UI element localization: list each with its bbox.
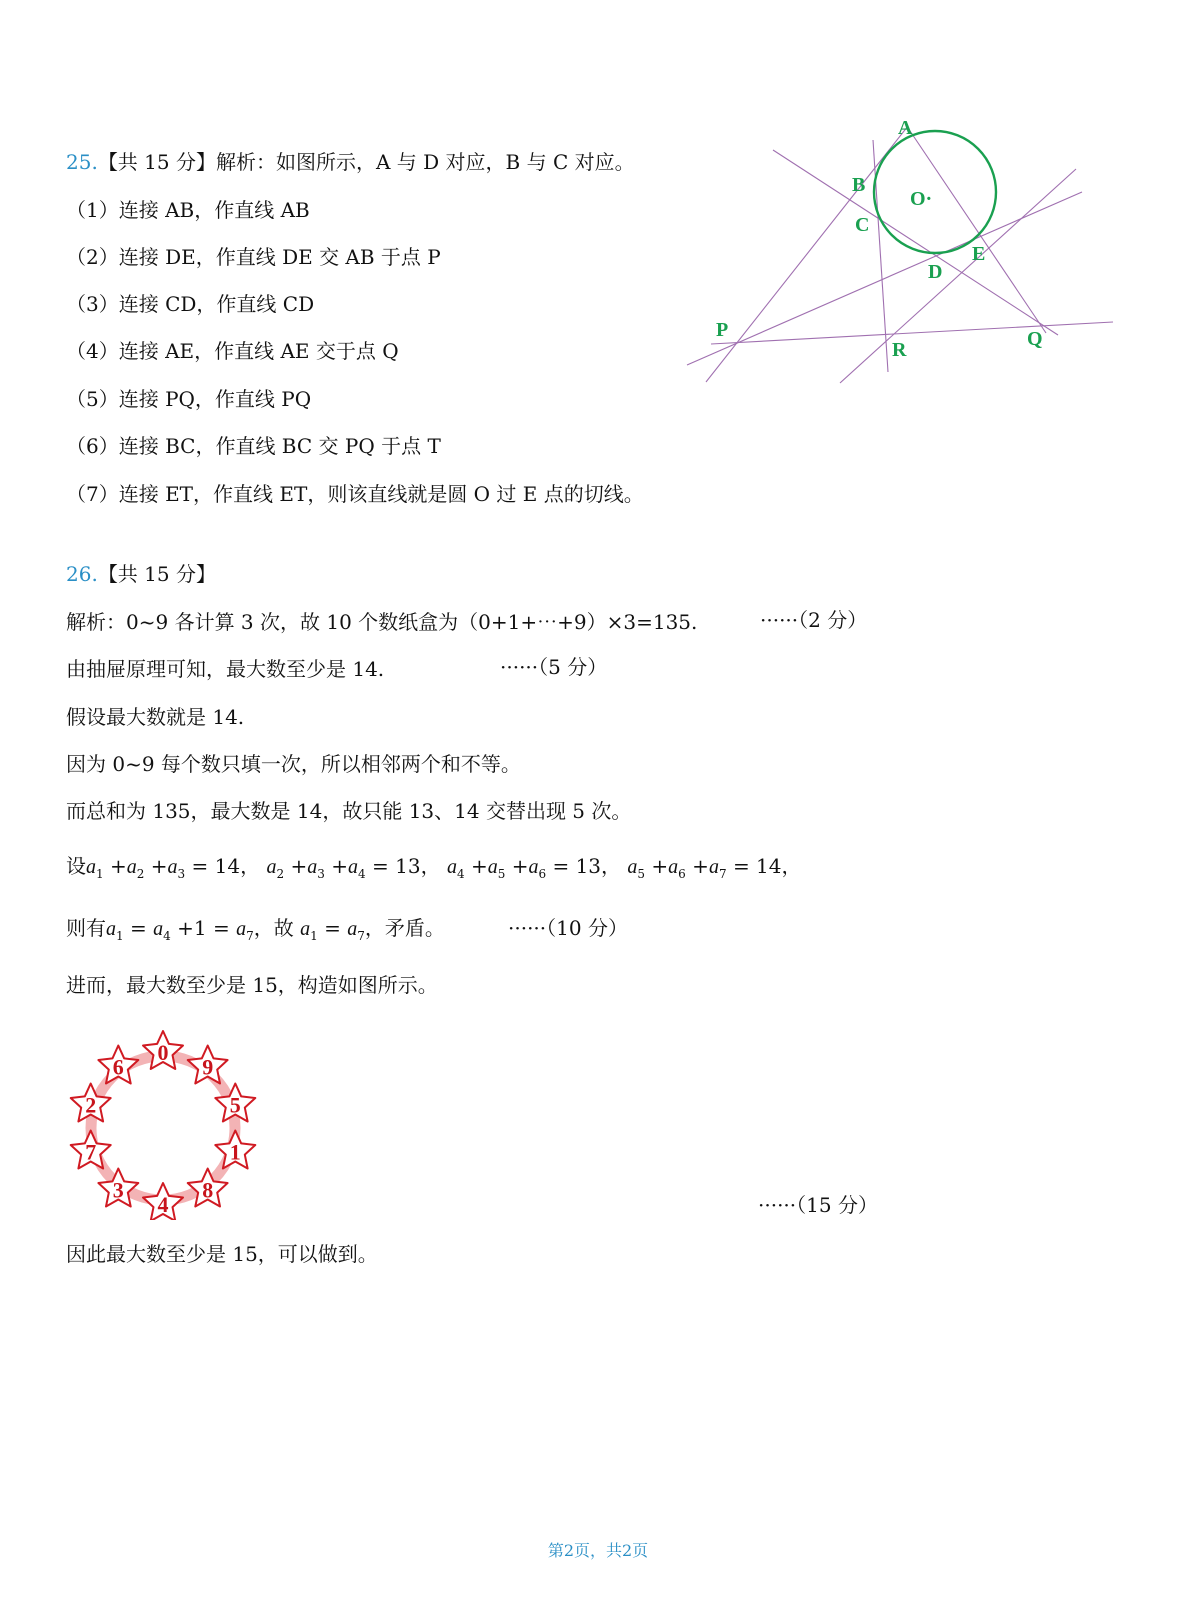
star-number: 0: [157, 1040, 169, 1065]
contradiction-eq: =: [324, 916, 341, 940]
star-number: 9: [202, 1054, 214, 1080]
star-number: 2: [85, 1092, 97, 1118]
q26-score-2: ······（2 分）: [760, 608, 868, 632]
eq-sep: ，: [601, 854, 622, 878]
q26-line-3: 假设最大数就是 14.: [66, 705, 245, 729]
star-number: 8: [202, 1177, 214, 1203]
star-number: 4: [157, 1192, 169, 1217]
label-c: C: [855, 214, 870, 236]
q25-header-text: 【共 15 分】解析：如图所示，A 与 D 对应，B 与 C 对应。: [97, 150, 635, 174]
star-number: 1: [229, 1139, 241, 1165]
q25-step-1: （1）连接 AB，作直线 AB: [66, 198, 310, 222]
label-b: B: [852, 174, 866, 196]
eq-op: +: [110, 854, 127, 878]
eq-rhs: = 13: [552, 854, 602, 878]
q26-line-4: 因为 0~9 每个数只填一次，所以相邻两个和不等。: [66, 752, 521, 776]
q26-header-text: 【共 15 分】: [97, 562, 216, 586]
q25-step-5: （5）连接 PQ，作直线 PQ: [66, 387, 312, 411]
eq-rhs: = 14: [191, 854, 241, 878]
label-d: D: [928, 261, 943, 283]
star-number: 5: [229, 1092, 241, 1118]
contradiction-prefix: 则有: [66, 916, 106, 940]
label-e: E: [972, 243, 986, 265]
star-number: 7: [85, 1139, 97, 1165]
q25-step-6: （6）连接 BC，作直线 BC 交 PQ 于点 T: [66, 434, 441, 458]
q26-line-5: 而总和为 135，最大数是 14，故只能 13、14 交替出现 5 次。: [66, 799, 632, 823]
q26-line-1: 解析：0~9 各计算 3 次，故 10 个数纸盒为（0+1+⋯+9）×3=135.: [66, 610, 698, 634]
q26-number: 26.: [66, 562, 98, 586]
eq-prefix: 设: [66, 854, 86, 878]
star-number: 3: [112, 1177, 124, 1203]
eq-op: +: [290, 854, 308, 878]
q25-step-2: （2）连接 DE，作直线 DE 交 AB 于点 P: [66, 245, 441, 269]
eq-op: +: [692, 854, 709, 878]
label-a: A: [898, 117, 913, 139]
eq-op: +: [470, 854, 488, 878]
q26-construct-line: 进而，最大数至少是 15，构造如图所示。: [66, 973, 438, 997]
q25-step-4: （4）连接 AE，作直线 AE 交于点 Q: [66, 339, 399, 363]
label-o: O·: [910, 188, 933, 210]
q26-header: [66, 560, 216, 588]
q26-line-2: 由抽屉原理可知，最大数至少是 14.: [66, 657, 385, 681]
label-r: R: [892, 339, 907, 361]
eq-end: ，: [781, 854, 802, 878]
q26-score-10: ······（10 分）: [508, 916, 628, 940]
q26-score-5: ······（5 分）: [500, 655, 608, 679]
eq-rhs: = 14: [732, 854, 782, 878]
q25-geometry-figure: [0, 0, 1196, 420]
eq-op: +: [651, 854, 669, 878]
q26-conclusion: 因此最大数至少是 15，可以做到。: [66, 1242, 378, 1266]
eq-sep: ，: [420, 854, 441, 878]
contradiction-mid2: ，故: [253, 916, 294, 940]
q25-number: 25.: [66, 150, 98, 174]
q26-contradiction-line: 则有$a_1 = a_4 +1 = a_7$，故 $a_1 = a_7$，矛盾。: [66, 916, 445, 943]
q25-step-3: （3）连接 CD，作直线 CD: [66, 292, 315, 316]
q26-score-15: ······（15 分）: [758, 1193, 878, 1217]
page-footer: 第2页，共2页: [547, 1541, 649, 1560]
star-number: 6: [112, 1054, 124, 1080]
eq-op: +: [331, 854, 348, 878]
q26-equation-line: 设$a_1 +a_2 +a_3 = 14$， $a_2 +a_3 +a_4 = 13$， $a_4 +a_5 +a_6 = 13$， $a_5 +a_6 +a_7 = 14$，: [66, 854, 802, 881]
contradiction-mid: +1 =: [177, 916, 230, 940]
label-p: P: [716, 319, 729, 341]
q25-step-7: （7）连接 ET，作直线 ET，则该直线就是圆 O 过 E 点的切线。: [66, 482, 644, 506]
eq-op: +: [511, 854, 529, 878]
contradiction-end: ，矛盾。: [364, 916, 445, 940]
eq-sep: ，: [240, 854, 261, 878]
circle-o: [874, 131, 996, 253]
line-pq: [711, 322, 1113, 344]
label-q: Q: [1027, 328, 1043, 350]
q26-star-ring-figure: [40, 1010, 300, 1220]
eq-op: +: [150, 854, 168, 878]
eq-rhs: = 13: [372, 854, 421, 878]
